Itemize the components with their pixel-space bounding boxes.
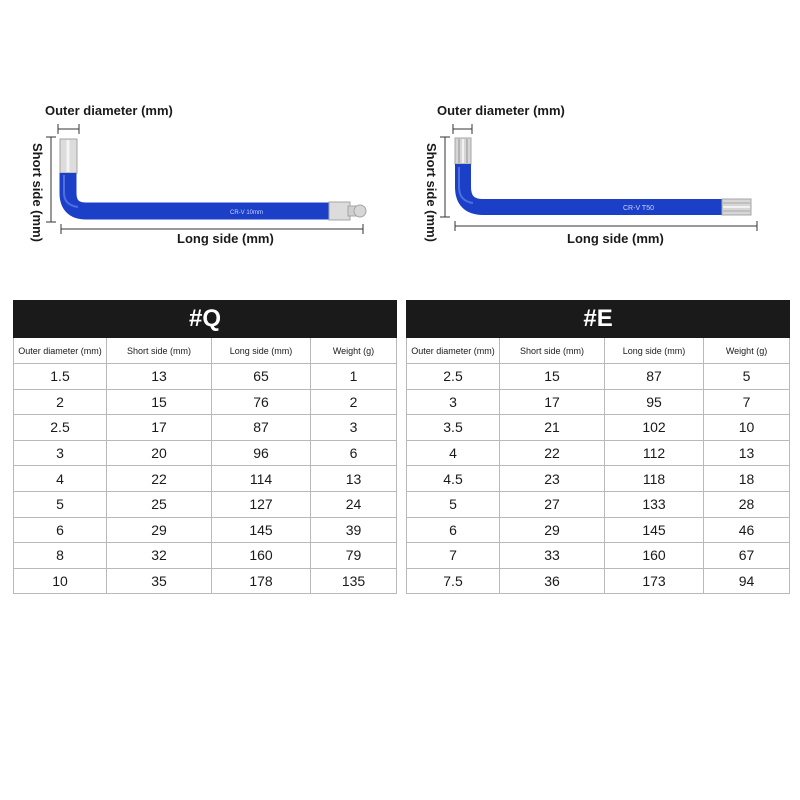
table-cell: 3 bbox=[311, 415, 397, 441]
table-row bbox=[14, 517, 397, 543]
table-row bbox=[14, 543, 397, 569]
table-row bbox=[407, 543, 790, 569]
table-cell: 32 bbox=[107, 543, 212, 569]
table-cell: 3 bbox=[407, 389, 500, 415]
table-cell: 127 bbox=[212, 491, 311, 517]
table-cell: 102 bbox=[605, 415, 704, 441]
short-side-label: Short side (mm) bbox=[424, 143, 439, 242]
table-cell: 24 bbox=[311, 491, 397, 517]
table-cell: 35 bbox=[107, 568, 212, 594]
table-cell: 29 bbox=[107, 517, 212, 543]
table-cell: 13 bbox=[311, 466, 397, 492]
table-row bbox=[14, 415, 397, 441]
table-row bbox=[14, 466, 397, 492]
table-cell: 46 bbox=[704, 517, 790, 543]
table-cell: 178 bbox=[212, 568, 311, 594]
column-header: Short side (mm) bbox=[500, 338, 605, 364]
torx-wrench-icon bbox=[415, 95, 785, 255]
table-cell: 18 bbox=[704, 466, 790, 492]
table-cell: 145 bbox=[605, 517, 704, 543]
table-row bbox=[14, 364, 397, 390]
table-cell: 5 bbox=[407, 491, 500, 517]
table-cell: 2 bbox=[311, 389, 397, 415]
table-cell: 23 bbox=[500, 466, 605, 492]
table-cell: 145 bbox=[212, 517, 311, 543]
ball-hex-wrench-icon bbox=[25, 95, 395, 255]
table-row bbox=[407, 440, 790, 466]
table-cell: 33 bbox=[500, 543, 605, 569]
torx-wrench-diagram bbox=[415, 95, 785, 255]
table-cell: 135 bbox=[311, 568, 397, 594]
table-cell: 114 bbox=[212, 466, 311, 492]
column-header: Outer diameter (mm) bbox=[407, 338, 500, 364]
table-row bbox=[407, 466, 790, 492]
table-cell: 96 bbox=[212, 440, 311, 466]
outer-diameter-label: Outer diameter (mm) bbox=[45, 103, 173, 118]
spec-table-e bbox=[406, 300, 790, 594]
table-cell: 10 bbox=[14, 568, 107, 594]
table-row bbox=[407, 415, 790, 441]
table-cell: 7 bbox=[407, 543, 500, 569]
table-cell: 5 bbox=[14, 491, 107, 517]
table-cell: 160 bbox=[605, 543, 704, 569]
table-cell: 133 bbox=[605, 491, 704, 517]
spec-table-q bbox=[13, 300, 397, 594]
column-header: Long side (mm) bbox=[605, 338, 704, 364]
table-cell: 28 bbox=[704, 491, 790, 517]
long-side-label: Long side (mm) bbox=[567, 231, 664, 246]
table-row bbox=[14, 491, 397, 517]
table-cell: 17 bbox=[500, 389, 605, 415]
column-header: Short side (mm) bbox=[107, 338, 212, 364]
table-cell: 6 bbox=[14, 517, 107, 543]
table-row bbox=[407, 491, 790, 517]
table-cell: 27 bbox=[500, 491, 605, 517]
table-cell: 7 bbox=[704, 389, 790, 415]
table-cell: 2.5 bbox=[14, 415, 107, 441]
table-row bbox=[407, 568, 790, 594]
table-row bbox=[14, 389, 397, 415]
column-header: Weight (g) bbox=[704, 338, 790, 364]
long-side-label: Long side (mm) bbox=[177, 231, 274, 246]
table-cell: 6 bbox=[407, 517, 500, 543]
table-cell: 2.5 bbox=[407, 364, 500, 390]
table-title: #Q bbox=[14, 301, 397, 338]
table-cell: 6 bbox=[311, 440, 397, 466]
table-cell: 118 bbox=[605, 466, 704, 492]
table-cell: 20 bbox=[107, 440, 212, 466]
table-cell: 7.5 bbox=[407, 568, 500, 594]
table-row bbox=[14, 568, 397, 594]
table-cell: 112 bbox=[605, 440, 704, 466]
table-cell: 13 bbox=[107, 364, 212, 390]
table-cell: 22 bbox=[500, 440, 605, 466]
table-cell: 87 bbox=[605, 364, 704, 390]
ball-hex-wrench-diagram bbox=[25, 95, 395, 255]
table-cell: 8 bbox=[14, 543, 107, 569]
table-cell: 25 bbox=[107, 491, 212, 517]
table-cell: 3 bbox=[14, 440, 107, 466]
table-cell: 160 bbox=[212, 543, 311, 569]
table-cell: 4 bbox=[407, 440, 500, 466]
table-cell: 22 bbox=[107, 466, 212, 492]
column-header: Weight (g) bbox=[311, 338, 397, 364]
table-cell: 15 bbox=[107, 389, 212, 415]
table-cell: 94 bbox=[704, 568, 790, 594]
engraving-text: CR-V 10mm bbox=[230, 210, 264, 216]
table-cell: 67 bbox=[704, 543, 790, 569]
table-cell: 87 bbox=[212, 415, 311, 441]
table-row bbox=[407, 364, 790, 390]
table-cell: 21 bbox=[500, 415, 605, 441]
table-cell: 10 bbox=[704, 415, 790, 441]
table-cell: 13 bbox=[704, 440, 790, 466]
column-header: Outer diameter (mm) bbox=[14, 338, 107, 364]
table-row bbox=[14, 440, 397, 466]
short-side-label: Short side (mm) bbox=[30, 143, 45, 242]
table-cell: 79 bbox=[311, 543, 397, 569]
table-cell: 95 bbox=[605, 389, 704, 415]
table-cell: 173 bbox=[605, 568, 704, 594]
column-header: Long side (mm) bbox=[212, 338, 311, 364]
table-cell: 17 bbox=[107, 415, 212, 441]
table-row bbox=[407, 389, 790, 415]
table-cell: 5 bbox=[704, 364, 790, 390]
table-cell: 76 bbox=[212, 389, 311, 415]
table-cell: 2 bbox=[14, 389, 107, 415]
table-cell: 36 bbox=[500, 568, 605, 594]
outer-diameter-label: Outer diameter (mm) bbox=[437, 103, 565, 118]
table-cell: 4.5 bbox=[407, 466, 500, 492]
table-cell: 1 bbox=[311, 364, 397, 390]
table-row bbox=[407, 517, 790, 543]
table-cell: 39 bbox=[311, 517, 397, 543]
table-cell: 4 bbox=[14, 466, 107, 492]
table-cell: 3.5 bbox=[407, 415, 500, 441]
table-cell: 65 bbox=[212, 364, 311, 390]
table-cell: 1.5 bbox=[14, 364, 107, 390]
table-title: #E bbox=[407, 301, 790, 338]
table-cell: 29 bbox=[500, 517, 605, 543]
engraving-text: CR-V T50 bbox=[623, 205, 654, 212]
table-cell: 15 bbox=[500, 364, 605, 390]
